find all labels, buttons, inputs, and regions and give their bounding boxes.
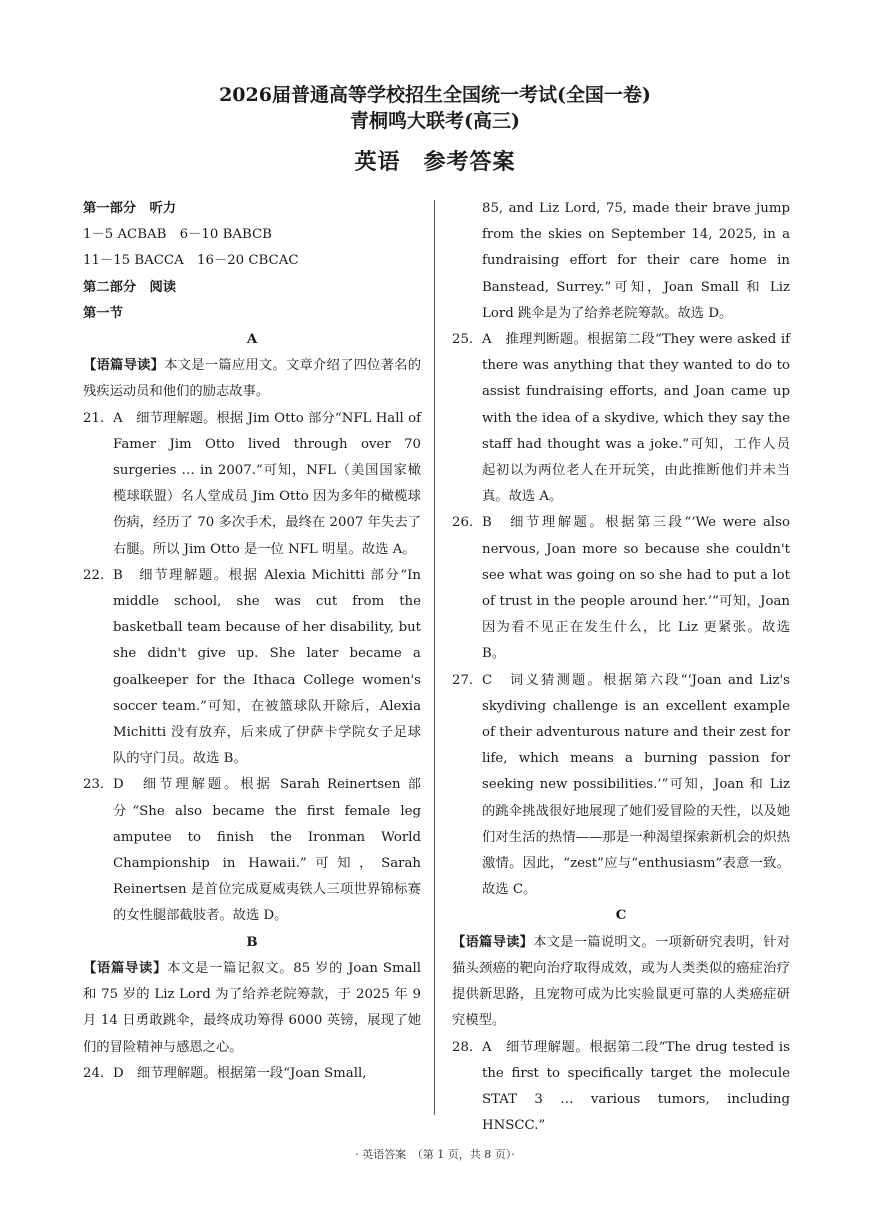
answer-explanation: D 细节理解题。根据第一段“Joan Small, bbox=[113, 1065, 367, 1081]
question-number: 26. bbox=[452, 515, 474, 531]
right-column bbox=[452, 196, 790, 1139]
listening-answers-2: 11－15 BACCA 16－20 CBCAC bbox=[83, 253, 299, 269]
guide-text: 本文是一篇记叙文。85 岁的 Joan Small 和 75 岁的 Liz Lord 为了给养老院筹款，于 2025 年 9 月 14 日勇敢跳伞，最终成功筹得 6000 英镑，展现了她们的冒险精神与感恩之心。 bbox=[83, 960, 421, 1055]
answer-item-26 bbox=[452, 510, 790, 667]
part1-title: 第一部分 听力 bbox=[83, 201, 177, 216]
answer-explanation: D 细节理解题。根据 Sarah Reinertsen 部分“She also became the first female leg amputee to finish the Ironman World Championship in Hawaii.”可知，Sarah Reinertsen 是首位完成夏威夷铁人三项世界锦标赛的女性腿部截肢者。故选 D。 bbox=[113, 777, 421, 924]
exam-title: 2026届普通高等学校招生全国统一考试(全国一卷) bbox=[219, 84, 651, 106]
answer-explanation: A 细节理解题。根据第二段“The drug tested is the first to specifically target the molecule STAT 3 … various tumors, including HNSCC.” bbox=[482, 1039, 790, 1134]
question-number: 21. bbox=[83, 410, 105, 426]
answer-item-24 bbox=[83, 1061, 421, 1087]
answer-item-22 bbox=[83, 563, 421, 773]
page-header bbox=[0, 82, 870, 182]
answer-explanation: C 词义猜测题。根据第六段“‘Joan and Liz's skydiving challenge is an excellent example of their adventurous nature and their zest for life, which means a burning passion for seeking new possibilities.’”可知，Joan 和 Liz 的跳伞挑战很好地展现了她们爱冒险的天性，以及她们对生活的热情——那是一种渴望探索新机会的炽热激情。因此，“zest”应与“enthusiasm”表意一致。故选 C。 bbox=[482, 672, 790, 898]
passage-c-guide bbox=[452, 930, 790, 1035]
question-number: 24. bbox=[83, 1065, 105, 1081]
section1-title: 第一节 bbox=[83, 305, 123, 321]
passage-b-guide bbox=[83, 956, 421, 1061]
question-number: 27. bbox=[452, 672, 474, 688]
column-divider bbox=[434, 200, 435, 1115]
question-number: 23. bbox=[83, 777, 105, 793]
question-number: 28. bbox=[452, 1039, 474, 1055]
answer-explanation: A 细节理解题。根据 Jim Otto 部分“NFL Hall of Famer Jim Otto lived through over 70 surgeries … in 2007.”可知，NFL（美国国家橄榄球联盟）名人堂成员 Jim Otto 因为多年的橄榄球伤病，经历了 70 多次手术，最终在 2007 年失去了右腿。所以 Jim Otto 是一位 NFL 明星。故选 A。 bbox=[113, 410, 421, 557]
guide-label: 【语篇导读】 bbox=[452, 934, 534, 950]
passage-a-guide bbox=[83, 353, 421, 405]
page-footer: · 英语答案 （第 1 页，共 8 页）· bbox=[355, 1148, 515, 1161]
answer-explanation: B 细节理解题。根据 Alexia Michitti 部分“In middle school, she was cut from the basketball team because of her disability, but she didn't give up. She later became a goalkeeper for the Ithaca College women's soccer team.”可知，在被篮球队开除后，Alexia Michitti 没有放弃，后来成了伊萨卡学院女子足球队的守门员。故选 B。 bbox=[113, 567, 421, 767]
answer-explanation: B 细节理解题。根据第三段“‘We were also nervous, Joan more so because she couldn't see what was going on so she had to put a lot of trust in the people around her.’”可知，Joan 因为看不见正在发生什么，比 Liz 更紧张。故选 B。 bbox=[482, 515, 790, 662]
passage-a-heading: A bbox=[246, 332, 258, 348]
guide-text: 本文是一篇说明文。一项新研究表明，针对猫头颈癌的靶向治疗取得成效，或为人类类似的癌症治疗提供新思路，且宠物可成为比实验鼠更可靠的人类癌症研究模型。 bbox=[452, 934, 791, 1029]
answer-item-24-continued bbox=[452, 196, 790, 327]
answer-item-21 bbox=[83, 406, 421, 563]
answer-item-28 bbox=[452, 1035, 790, 1140]
passage-c-heading: C bbox=[615, 908, 627, 924]
question-number-spacer bbox=[452, 196, 482, 327]
part2-title: 第二部分 阅读 bbox=[83, 279, 177, 295]
guide-text: 本文是一篇应用文。文章介绍了四位著名的残疾运动员和他们的励志故事。 bbox=[83, 358, 422, 400]
guide-label: 【语篇导读】 bbox=[83, 358, 165, 374]
answer-explanation: 85, and Liz Lord, 75, made their brave jump from the skies on September 14, 2025, in a fundraising effort for their care home in Banstead, Surrey.”可知，Joan Small 和 Liz Lord 跳伞是为了给养老院筹款。故选 D。 bbox=[482, 201, 790, 321]
page-title: 英语 参考答案 bbox=[354, 149, 516, 175]
question-number: 22. bbox=[83, 567, 105, 583]
answer-item-23 bbox=[83, 772, 421, 929]
answer-item-27 bbox=[452, 668, 790, 904]
answer-item-25 bbox=[452, 327, 790, 510]
left-column bbox=[83, 196, 421, 1087]
guide-label: 【语篇导读】 bbox=[83, 960, 168, 976]
question-number: 25. bbox=[452, 332, 474, 348]
exam-subtitle: 青桐鸣大联考(高三) bbox=[350, 110, 520, 132]
answer-explanation: A 推理判断题。根据第二段“They were asked if there was anything that they wanted to do to assist fundraising efforts, and Joan came up with the idea of a skydive, which they say the staff had thought was a joke.”可知，工作人员起初以为两位老人在开玩笑，由此推断他们并未当真。故选 A。 bbox=[482, 332, 790, 505]
passage-b-heading: B bbox=[246, 934, 258, 950]
listening-answers-1: 1－5 ACBAB 6－10 BABCB bbox=[83, 227, 272, 243]
